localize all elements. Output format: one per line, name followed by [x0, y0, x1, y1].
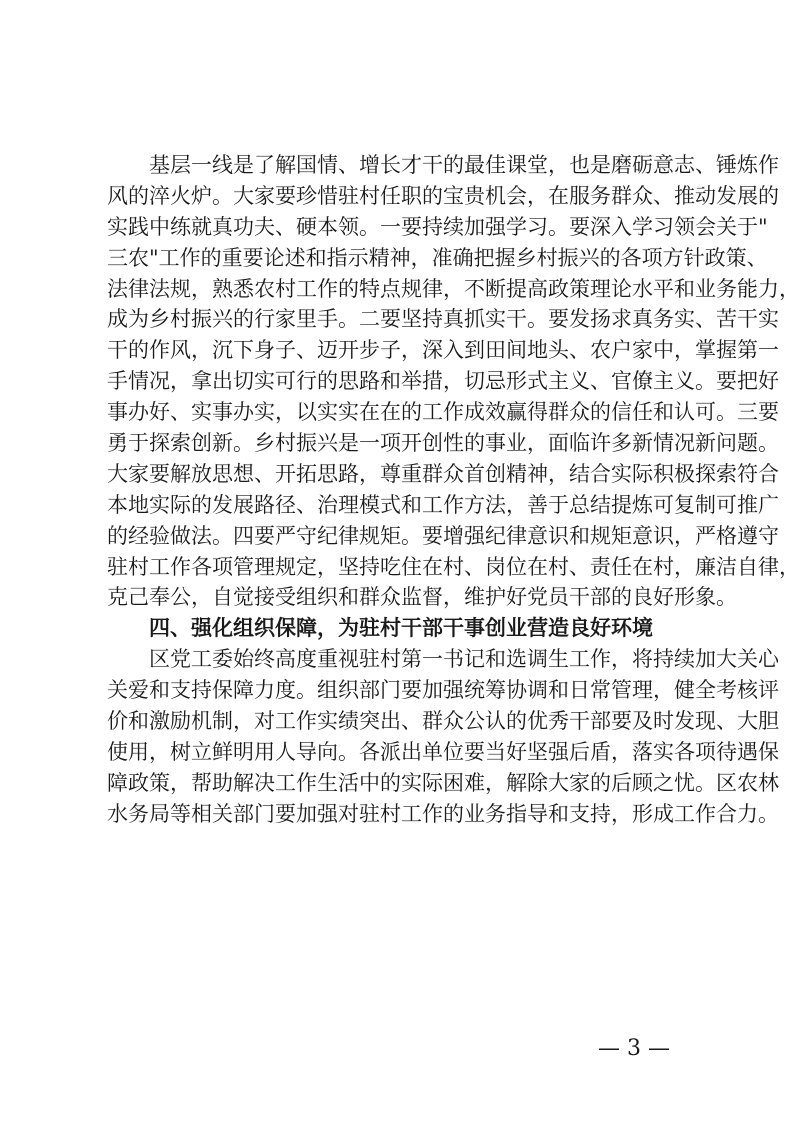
page-number: — 3 — [598, 1036, 670, 1061]
paragraph-2-line: 关爱和支持保障力度。组织部门要加强统筹协调和日常管理，健全考核评 [107, 678, 779, 703]
paragraph-1-line: 基层一线是了解国情、增长才干的最佳课堂，也是磨砺意志、锤炼作 [149, 153, 779, 177]
paragraph-1-line: 手情况，拿出切实可行的思路和举措，切忌形式主义、官僚主义。要把好 [107, 369, 779, 394]
paragraph-1-line: 克己奉公，自觉接受组织和群众监督，维护好党员干部的良好形象。 [107, 585, 737, 610]
paragraph-2-line: 价和激励机制，对工作实绩突出、群众公认的优秀干部要及时发现、大胆 [107, 709, 779, 734]
paragraph-2-line: 水务局等相关部门要加强对驻村工作的业务指导和支持，形成工作合力。 [107, 801, 779, 826]
paragraph-2-line: 障政策，帮助解决工作生活中的实际困难，解除大家的后顾之忧。区农林 [107, 770, 779, 795]
paragraph-1-line: 驻村工作各项管理规定，坚持吃住在村、岗位在村、责任在村，廉洁自律， [107, 554, 800, 579]
paragraph-2-line: 区党工委始终高度重视驻村第一书记和选调生工作，将持续加大关心 [149, 647, 779, 672]
paragraph-1-line: 风的淬火炉。大家要珍惜驻村任职的宝贵机会，在服务群众、推动发展的 [107, 183, 779, 208]
document-body [107, 150, 800, 830]
section-heading: 四、强化组织保障，为驻村干部干事创业营造良好环境 [149, 616, 653, 641]
paragraph-1-line: 干的作风，沉下身子、迈开步子，深入到田间地头、农户家中，掌握第一 [107, 338, 779, 363]
paragraph-1-line: 事办好、实事办实，以实实在在的工作成效赢得群众的信任和认可。三要 [107, 400, 779, 425]
paragraph-2-line: 使用，树立鲜明用人导向。各派出单位要当好坚强后盾，落实各项待遇保 [107, 739, 779, 764]
paragraph-1-line: 的经验做法。四要严守纪律规矩。要增强纪律意识和规矩意识，严格遵守 [107, 523, 779, 548]
paragraph-1-line: 三农"工作的重要论述和指示精神，准确把握乡村振兴的各项方针政策、 [107, 245, 768, 270]
paragraph-1-line: 法律法规，熟悉农村工作的特点规律，不断提高政策理论水平和业务能力， [107, 276, 800, 301]
paragraph-1-line: 本地实际的发展路径、治理模式和工作方法，善于总结提炼可复制可推广 [107, 492, 779, 517]
paragraph-1-line: 勇于探索创新。乡村振兴是一项开创性的事业，面临许多新情况新问题。 [107, 431, 779, 456]
paragraph-1-line: 成为乡村振兴的行家里手。二要坚持真抓实干。要发扬求真务实、苦干实 [107, 307, 779, 332]
paragraph-1-line: 大家要解放思想、开拓思路，尊重群众首创精神，结合实际积极探索符合 [107, 461, 779, 486]
paragraph-1-line: 实践中练就真功夫、硬本领。一要持续加强学习。要深入学习领会关于" [107, 214, 768, 239]
